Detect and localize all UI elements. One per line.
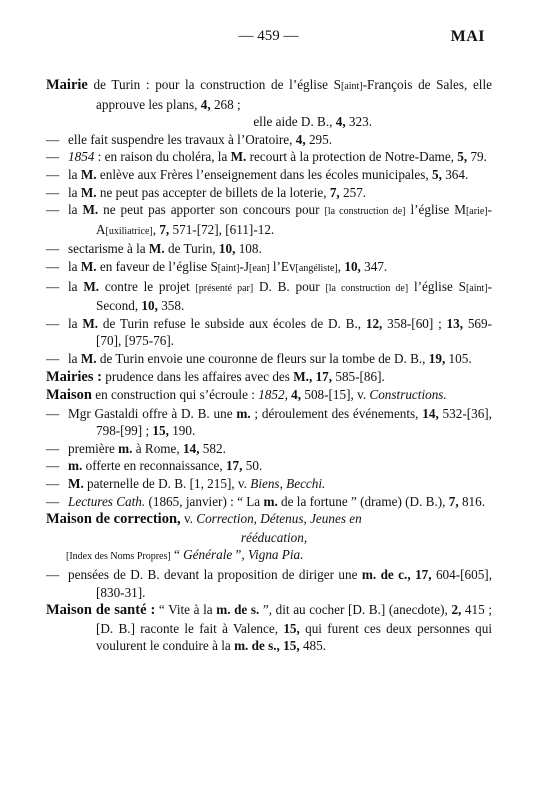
entry-text: paternelle de D. B. [1, 215], v. — [83, 476, 251, 492]
entry-text: , — [152, 221, 160, 237]
entry-text: Mgr Gastaldi offre à D. B. une — [68, 405, 237, 421]
entry-text: 358-[60] ; — [382, 315, 447, 331]
entry-text: M. — [68, 476, 84, 492]
entry-text: la — [68, 184, 81, 200]
entry-text: de la fortune ” (drame) (D. B.), — [277, 493, 449, 509]
entry-headword: Maison — [46, 387, 92, 404]
dash-marker: — — [46, 350, 60, 366]
entry-text: ”, — [232, 547, 248, 563]
entry-text: rééducation, — [240, 529, 308, 545]
entry-text: première — [68, 440, 119, 456]
entry-text: m. de s. — [216, 602, 260, 618]
entry-text: la — [68, 315, 83, 331]
index-subentry — [46, 131, 492, 149]
entry-text: M. — [148, 241, 165, 257]
entry-text: 105. — [445, 350, 472, 366]
entry-text: 358. — [157, 298, 185, 314]
entry-text: [angéliste] — [295, 262, 338, 274]
dash-marker: — — [46, 278, 60, 294]
entry-text: de Turin, — [164, 241, 219, 257]
entry-text: contre le projet — [99, 278, 196, 294]
entry-text: -A — [96, 202, 492, 237]
dash-marker: — — [46, 184, 60, 200]
entry-text: “ — [170, 547, 184, 563]
entry-text: 19, — [428, 350, 446, 366]
entry-text: 7, — [159, 221, 170, 237]
entry-text: -François de Sales, elle approuve les plans, — [96, 77, 492, 112]
entry-text: m. — [68, 458, 83, 474]
page-number: — 459 — — [238, 28, 299, 44]
entry-text: qui furent ces deux personnes qui voulurent le conduire à la — [96, 620, 493, 654]
dash-marker: — — [46, 166, 60, 182]
section-title: MAI — [450, 28, 485, 45]
entry-text: Générale — [183, 547, 233, 563]
dash-marker: — — [46, 258, 60, 274]
entry-text: 816. — [458, 493, 486, 509]
index-subentry — [46, 278, 492, 315]
index-subentry — [46, 315, 492, 350]
entry-text: 4, — [200, 96, 211, 112]
entry-text: la — [68, 202, 83, 218]
entry-text: [la construction de] — [324, 206, 406, 218]
entry-text: 15, — [283, 638, 300, 654]
entry-text: Correction, Détenus, Jeunes en — [196, 511, 362, 527]
entry-text: 347. — [360, 258, 388, 274]
entry-text: la — [68, 166, 81, 182]
entry-text: en faveur de l’église S — [96, 258, 218, 274]
entry-text: 4, — [335, 114, 346, 130]
index-subentry — [46, 405, 492, 440]
entry-text: 485. — [299, 638, 327, 654]
entry-text: Lectures Cath. — [68, 493, 146, 509]
entry-headword: Maison de santé : — [46, 602, 156, 619]
entry-text: Biens, Becchi. — [250, 476, 326, 492]
entry-text: en construction qui s’écroule : — [91, 387, 259, 403]
index-entry — [46, 368, 492, 387]
index-subentry — [46, 566, 492, 601]
entry-text: v. — [180, 511, 197, 527]
entry-text: à Rome, — [132, 440, 183, 456]
entry-text: 79. — [467, 149, 487, 165]
entry-text: sectarisme à la — [68, 241, 149, 257]
entry-text: M. — [82, 315, 99, 331]
entry-text: 7, — [329, 184, 340, 200]
entry-text: 364. — [441, 166, 469, 182]
entry-text: m. — [118, 440, 133, 456]
entry-text: [aint] — [465, 282, 488, 294]
entry-text: 14, — [422, 405, 439, 421]
index-subentry — [46, 240, 492, 258]
entry-text: , — [337, 258, 345, 274]
entry-text: 4, — [295, 131, 306, 147]
entry-headword: Mairies : — [46, 368, 102, 385]
entry-text: 10, — [141, 298, 158, 314]
entry-text: pensées de D. B. devant la proposition de diriger une — [68, 567, 362, 583]
entry-text: 17, — [415, 567, 432, 583]
entry-text: 569-[70], [975-76]. — [96, 315, 492, 349]
entry-text: 268 ; — [210, 96, 241, 112]
entry-text: m. — [263, 493, 278, 509]
entry-continuation — [96, 113, 492, 131]
entry-text: M. — [80, 350, 97, 366]
entry-text: 571-[72], [611]-12. — [169, 221, 275, 237]
entry-headword: Mairie — [46, 77, 88, 93]
index-subentry — [46, 258, 492, 278]
entry-text: (1865, janvier) : “ La — [145, 493, 264, 509]
index-subentry — [46, 493, 492, 511]
entry-text: 17, — [315, 368, 333, 384]
entry-text: M. — [80, 258, 97, 274]
entry-text: 14, — [183, 440, 200, 456]
entry-text: “ Vite à la — [155, 602, 217, 618]
entry-text: 585-[86]. — [332, 368, 385, 384]
entry-text: 15, — [283, 620, 300, 636]
index-subentry — [46, 148, 492, 166]
entry-text: de Turin : pour la construction de l’église S — [87, 77, 341, 92]
entry-text: 5, — [432, 166, 442, 182]
entry-text: la — [68, 350, 81, 366]
entry-text: m. de c., — [361, 567, 411, 583]
entry-text: 4, — [291, 387, 302, 403]
entry-continuation — [96, 529, 492, 547]
index-subentry — [46, 201, 492, 240]
entry-text: 17, — [225, 458, 243, 474]
entry-text: 1852, — [258, 387, 288, 403]
entry-text: [ean] — [248, 262, 270, 274]
entry-text: elle fait suspendre les travaux à l’Oratoire, — [68, 131, 296, 147]
index-subentry — [46, 457, 492, 475]
entry-headword: Maison de correction, — [46, 511, 181, 528]
entry-text: 7, — [448, 493, 459, 509]
dash-marker: — — [46, 440, 60, 456]
entry-text: la — [68, 258, 81, 274]
entry-text: [présenté par] — [195, 282, 254, 294]
index-subentry — [46, 475, 492, 493]
entry-text: 508-[15], v. — [301, 387, 370, 403]
page-header — [0, 28, 537, 50]
index-entry — [46, 601, 492, 655]
index-entry — [46, 510, 492, 566]
dash-marker: — — [46, 315, 60, 331]
entry-text: M., — [293, 368, 313, 384]
entry-text: [Index des Noms Propres] — [66, 551, 171, 563]
entry-text: prudence dans les affaires avec des — [101, 368, 294, 384]
dash-marker: — — [46, 241, 60, 257]
entry-text: 323. — [345, 114, 372, 130]
entry-text: ne peut pas accepter de billets de la loterie, — [96, 184, 330, 200]
dash-marker: — — [46, 476, 60, 492]
entry-text: 582. — [199, 440, 226, 456]
entry-text: l’église S — [408, 278, 466, 294]
entry-text: la — [68, 278, 84, 294]
dash-marker: — — [46, 567, 60, 583]
entry-text: 108. — [235, 241, 262, 257]
entry-text: 5, — [457, 149, 468, 165]
entry-text: de Turin envoie une couronne de fleurs sur la tombe de D. B., — [96, 350, 429, 366]
entry-text: 50. — [242, 458, 263, 474]
entry-text: Vigna Pia. — [247, 547, 304, 563]
entry-text: m. de s., — [234, 638, 280, 654]
entry-text: M. — [80, 184, 97, 200]
entry-text: D. B. pour — [253, 278, 326, 294]
entry-text: 10, — [218, 241, 236, 257]
entry-text: 13, — [446, 315, 464, 331]
entry-text: M. — [230, 149, 247, 165]
entry-text: 295. — [305, 131, 333, 147]
entry-text: 604-[605], [830-31]. — [96, 567, 492, 600]
entry-text: M. — [80, 166, 97, 182]
entry-text: M. — [82, 202, 99, 218]
entry-text: l’église M — [405, 202, 466, 218]
entry-text: 15, — [152, 423, 169, 439]
entry-text: M. — [83, 278, 100, 294]
entry-text: 1854 — [68, 149, 95, 165]
entry-text: [uxiliatrice] — [105, 225, 153, 237]
entry-text: : en raison du choléra, la — [94, 149, 231, 165]
index-subentry — [46, 166, 492, 184]
dash-marker: — — [46, 493, 60, 509]
entry-text: [aint] — [340, 81, 363, 92]
index-subentry — [46, 440, 492, 458]
index-entry — [46, 76, 492, 131]
entry-text: 12, — [365, 315, 383, 331]
entry-text: de Turin refuse le subside aux écoles de D. B., — [98, 315, 366, 331]
entry-text: ”, dit au cocher [D. B.] (anecdote), — [259, 602, 452, 618]
entry-text: enlève aux Frères l’enseignement dans les écoles municipales, — [96, 166, 433, 182]
entry-text: 10, — [344, 258, 361, 274]
dash-marker: — — [46, 131, 60, 147]
entry-text: 2, — [451, 602, 462, 618]
entry-text: -Second, — [96, 278, 492, 314]
entry-text: [aint] — [217, 262, 240, 274]
dash-marker: — — [46, 149, 60, 165]
entry-text: 190. — [168, 423, 196, 439]
dash-marker: — — [46, 202, 60, 218]
entry-text: 257. — [339, 184, 367, 200]
entry-text: Constructions. — [369, 387, 447, 403]
entry-text: l’Ev — [269, 258, 296, 274]
dash-marker: — — [46, 458, 60, 474]
index-subentry — [46, 184, 492, 202]
entry-text: m. — [236, 405, 251, 421]
entry-crossref — [66, 546, 492, 566]
entry-text: ne peut pas apporter son concours pour — [98, 202, 325, 218]
entry-text: [la construction de] — [325, 282, 409, 294]
entry-text: elle aide D. B., — [253, 114, 336, 130]
index-entry — [46, 386, 492, 405]
index-content — [46, 76, 492, 655]
entry-text: recourt à la protection de Notre-Dame, — [246, 149, 458, 165]
entry-text: -J — [239, 258, 249, 274]
entry-text: 415 ; [D. B.] raconte le fait à Valence, — [96, 602, 492, 636]
entry-text: [arie] — [465, 206, 488, 218]
entry-text: 532-[36], 798-[99] ; — [96, 405, 492, 439]
dash-marker: — — [46, 405, 60, 421]
entry-text: offerte en reconnaissance, — [82, 458, 226, 474]
entry-text: ; déroulement des événements, — [250, 405, 423, 421]
index-subentry — [46, 350, 492, 368]
